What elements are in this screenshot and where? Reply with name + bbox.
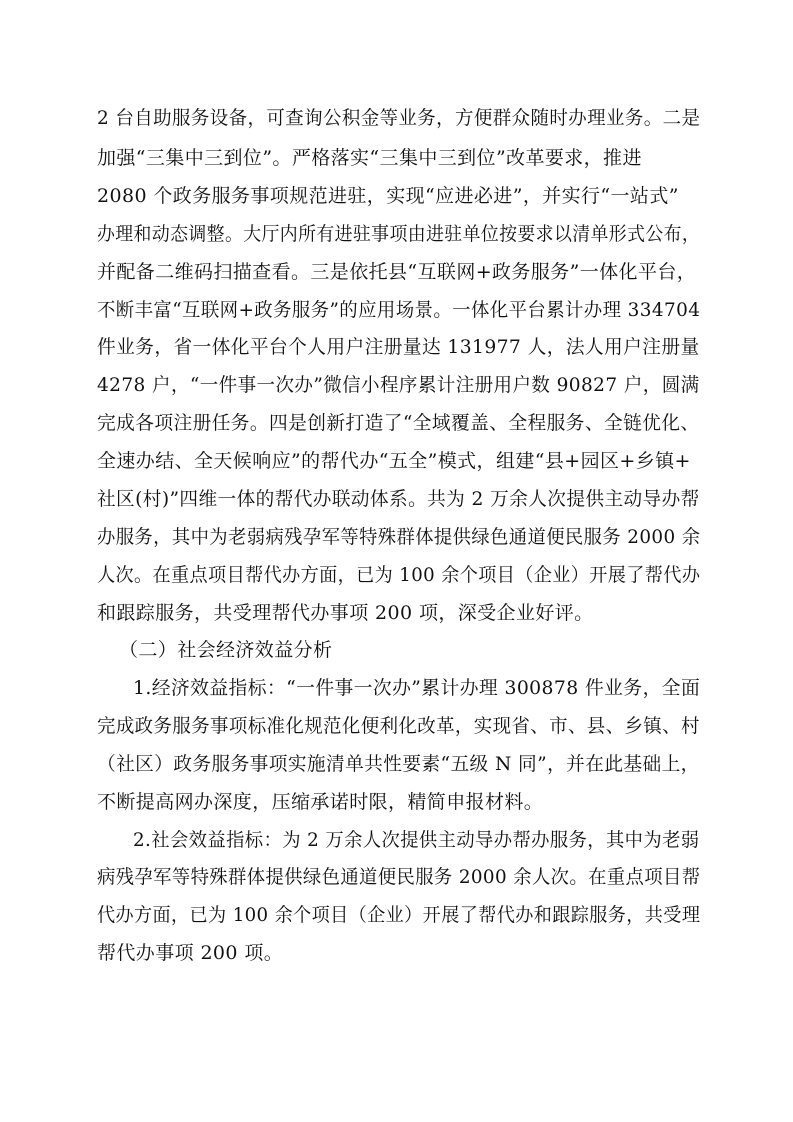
body-text-line: 不断丰富“互联网+政务服务”的应用场景。一体化平台累计办理 334704 <box>97 299 701 321</box>
body-text-line: 办理和动态调整。大厅内所有进驻事项由进驻单位按要求以清单形式公布， <box>97 223 701 245</box>
body-text-line: 和跟踪服务，共受理帮代办事项 200 项，深受企业好评。 <box>97 602 594 624</box>
body-text-line: 代办方面，已为 100 余个项目（企业）开展了帮代办和跟踪服务，共受理 <box>97 904 701 926</box>
body-text-line: 2080 个政务服务事项规范进驻，实现“应进必进”，并实行“一站式” <box>97 185 679 207</box>
body-text-line: 并配备二维码扫描查看。三是依托县“互联网+政务服务”一体化平台， <box>97 261 697 283</box>
body-text-line: 完成各项注册任务。四是创新打造了“全域覆盖、全程服务、全链优化、 <box>97 412 700 434</box>
body-text-line: （社区）政务服务事项实施清单共性要素“五级 N 同”，并在此基础上， <box>97 753 700 775</box>
body-text-line: 4278 户，“一件事一次办”微信小程序累计注册用户数 90827 户，圆满 <box>97 374 700 396</box>
body-text-line: 2.社会效益指标：为 2 万余人次提供主动导办帮办服务，其中为老弱 <box>133 829 700 851</box>
body-text-line: 完成政务服务事项标准化规范化便利化改革，实现省、市、县、乡镇、村 <box>97 715 700 737</box>
body-text-line: 社区(村)”四维一体的帮代办联动体系。共为 2 万余人次提供主动导办帮 <box>97 488 700 510</box>
body-text-line: 不断提高网办深度，压缩承诺时限，精简申报材料。 <box>97 791 544 813</box>
body-text-line: 1.经济效益指标：“一件事一次办”累计办理 300878 件业务，全面 <box>133 677 701 699</box>
body-text-line: 加强“三集中三到位”。严格落实“三集中三到位”改革要求，推进 <box>97 147 642 169</box>
body-text-line: 件业务，省一体化平台个人用户注册量达 131977 人，法人用户注册量 <box>97 336 700 358</box>
body-text-line: 2 台自助服务设备，可查询公积金等业务，方便群众随时办理业务。二是 <box>97 107 701 129</box>
body-text-line: 人次。在重点项目帮代办方面，已为 100 余个项目（企业）开展了帮代办 <box>97 564 701 586</box>
body-text-line: 全速办结、全天候响应”的帮代办“五全”模式，组建“县+园区+乡镇+ <box>97 450 691 472</box>
body-text-line: 办服务，其中为老弱病残孕军等特殊群体提供绿色通道便民服务 2000 余 <box>97 526 701 548</box>
body-text-line: 病残孕军等特殊群体提供绿色通道便民服务 2000 余人次。在重点项目帮 <box>97 866 701 888</box>
body-text-line: 帮代办事项 200 项。 <box>97 942 284 964</box>
section-heading: （二）社会经济效益分析 <box>119 639 333 661</box>
